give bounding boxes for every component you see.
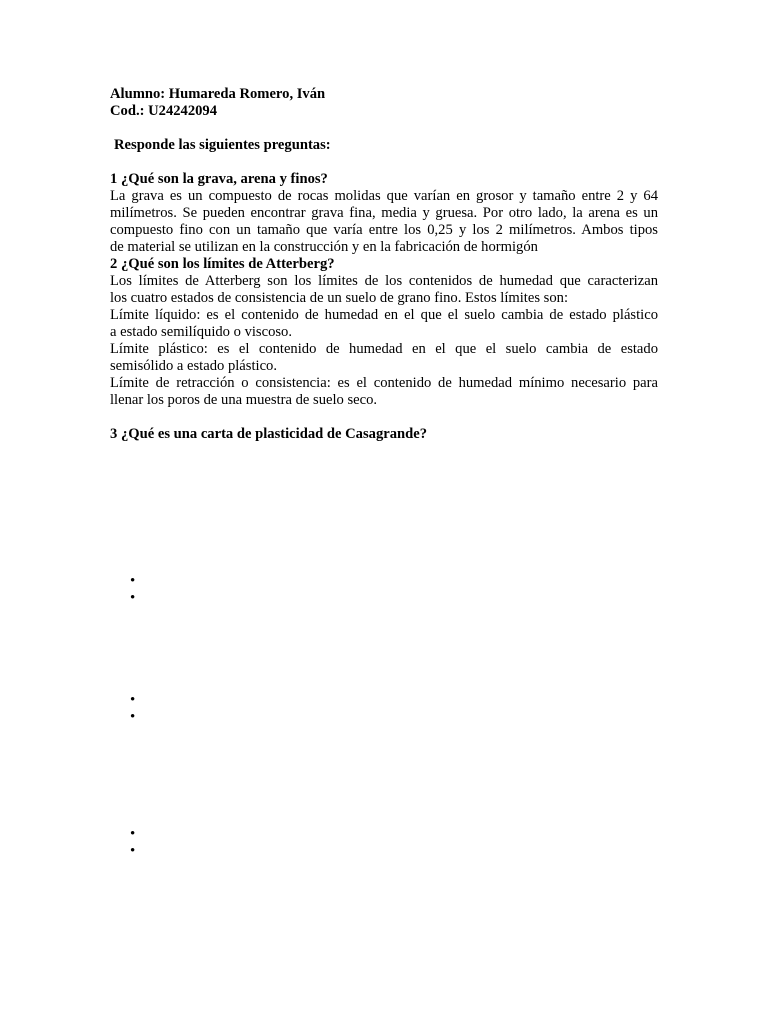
question-1-answer	[110, 188, 658, 256]
student-code: Cod.: U24242094	[110, 103, 218, 119]
answer-line: llenar los poros de una muestra de suelo seco.	[110, 392, 378, 408]
bullet: •	[130, 826, 136, 842]
bullet: •	[130, 692, 136, 708]
answer-line: Límite de retracción o consistencia: es el contenido de humedad mínimo necesario para	[110, 375, 658, 391]
answer-line: semisólido a estado plástico.	[110, 358, 277, 374]
document-page	[110, 86, 658, 443]
answer-line: Límite plástico: es el contenido de humedad en el que el suelo cambia de estado	[110, 341, 658, 357]
bullet: •	[130, 590, 136, 606]
bullet: •	[130, 709, 136, 725]
answer-line: Los límites de Atterberg son los límites de los contenidos de humedad que caracterizan	[110, 273, 658, 289]
bullet: •	[130, 573, 136, 589]
bullet-group-1	[130, 573, 150, 607]
instruction-text: Responde las siguientes preguntas:	[114, 137, 331, 153]
bullet: •	[130, 843, 136, 859]
bullet-group-3	[130, 826, 150, 860]
question-2-answer	[110, 273, 658, 409]
question-3-title: 3 ¿Qué es una carta de plasticidad de Casagrande?	[110, 426, 428, 442]
answer-line: los cuatro estados de consistencia de un suelo de grano fino. Estos límites son:	[110, 290, 568, 306]
question-1-title: 1 ¿Qué son la grava, arena y finos?	[110, 171, 328, 187]
student-name: Alumno: Humareda Romero, Iván	[110, 86, 326, 102]
answer-line: La grava es un compuesto de rocas molidas que varían en grosor y tamaño entre 2 y 64	[110, 188, 658, 204]
answer-line: Límite líquido: es el contenido de humedad en el que el suelo cambia de estado plástico	[110, 307, 658, 323]
bullet-group-2	[130, 692, 150, 726]
answer-line: de material se utilizan en la construcción y en la fabricación de hormigón	[110, 239, 538, 255]
answer-line: compuesto fino con un tamaño que varía entre los 0,25 y los 2 milímetros. Ambos tipos	[110, 222, 658, 238]
answer-line: milímetros. Se pueden encontrar grava fina, media y gruesa. Por otro lado, la arena es un	[110, 205, 658, 221]
question-2-title: 2 ¿Qué son los límites de Atterberg?	[110, 256, 335, 272]
answer-line: a estado semilíquido o viscoso.	[110, 324, 292, 340]
